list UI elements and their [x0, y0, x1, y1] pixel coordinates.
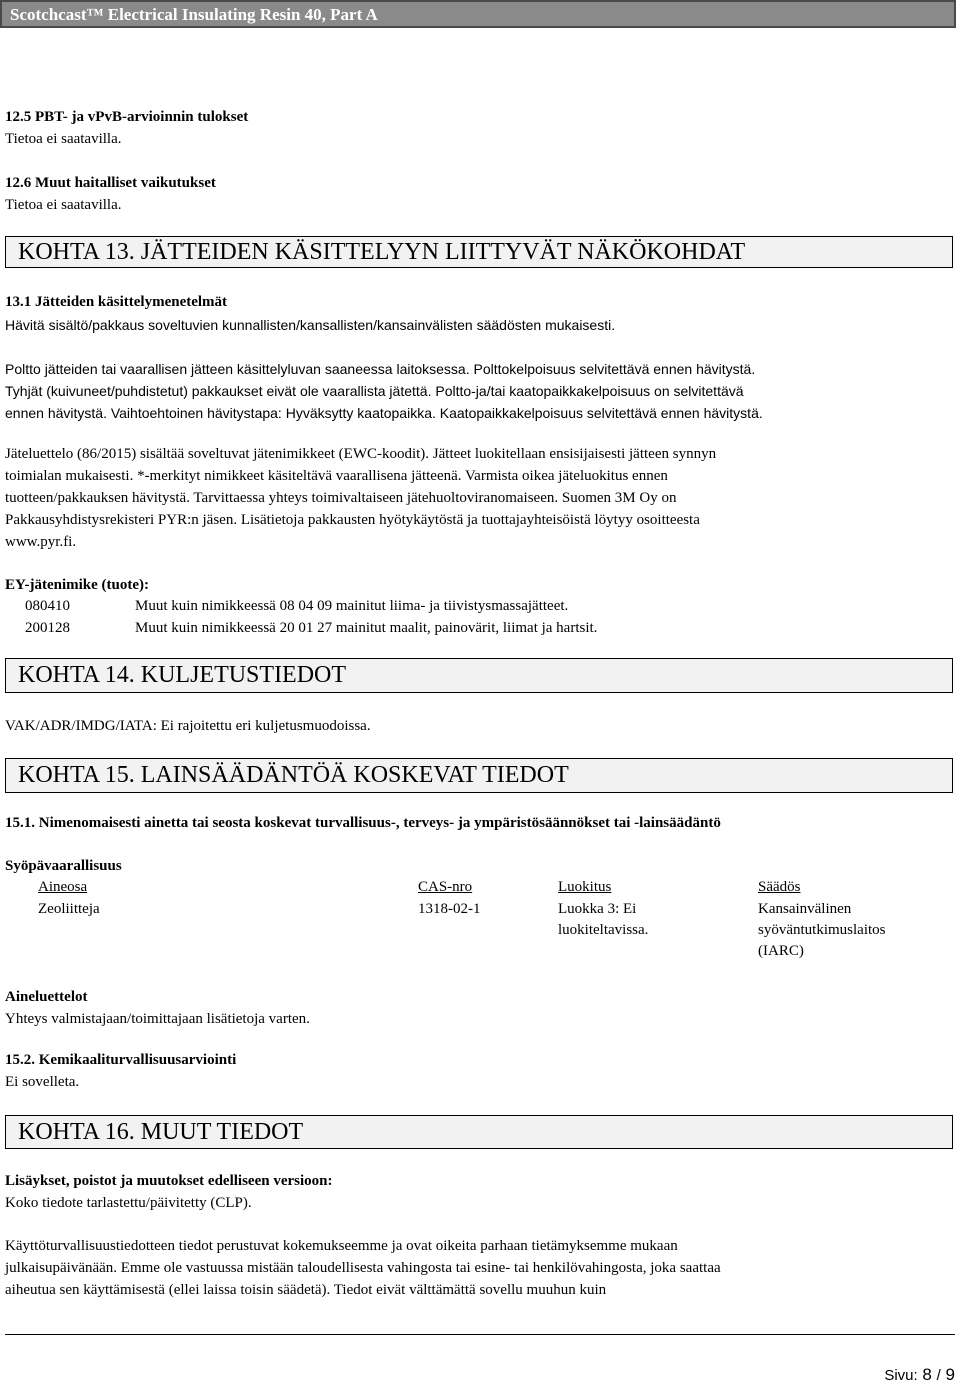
page-separator: /: [936, 1367, 941, 1384]
section-13-para3-line: toimialan mukaisesti. *-merkityt nimikkeet käsiteltävä vaarallisena jätteenä. Varmista oikea jäteluokitus ennen: [5, 468, 668, 484]
revision-text: Koko tiedote tarlastettu/päivitetty (CLP).: [5, 1195, 252, 1211]
section-13-para2-line: Poltto jätteiden tai vaarallisen jätteen käsittelyluvan saaneessa laitoksessa. Polttokelpoisuus selvitettävä ennen hävitystä.: [5, 361, 756, 377]
section-12-5-heading: 12.5 PBT- ja vPvB-arvioinnin tulokset: [5, 109, 249, 125]
section-13-1-heading: 13.1 Jätteiden käsittelymenetelmät: [5, 294, 228, 310]
ewc-description: Muut kuin nimikkeessä 08 04 09 mainitut liima- ja tiivistysmassajätteet.: [135, 598, 569, 614]
section-14-title-box: [5, 658, 953, 693]
section-13-para3-line: www.pyr.fi.: [5, 534, 77, 550]
page-total: 9: [945, 1365, 955, 1384]
section-16-title: KOHTA 16. MUUT TIEDOT: [18, 1119, 304, 1145]
ewc-description: Muut kuin nimikkeessä 20 01 27 mainitut maalit, painovärit, liimat ja hartsit.: [135, 620, 598, 636]
section-12-6-text: Tietoa ei saatavilla.: [5, 197, 122, 213]
page-current: 8: [922, 1365, 932, 1384]
section-13-para2-line: ennen hävitystä. Vaihtoehtoinen hävitystapa: Hyväksytty kaatopaikka. Kaatopaikkakelpoisuus selvitettävä ennen hävitystä.: [5, 405, 763, 421]
disclaimer-line: aiheutua sen käyttämisestä (ellei laissa toisin säädetä). Tiedot eivät välttämättä sovellu muuhun kuin: [5, 1282, 607, 1298]
section-13-title-box: [5, 236, 953, 268]
table-header-aineosa: Aineosa: [38, 879, 88, 895]
table-cell-cas: 1318-02-1: [418, 901, 481, 917]
section-16-title-box: [5, 1115, 953, 1149]
footer-divider: [5, 1334, 955, 1335]
page-indicator: [884, 1365, 955, 1385]
section-15-1-heading: 15.1. Nimenomaisesti ainetta tai seosta koskevat turvallisuus-, terveys- ja ympäristösäännökset tai -lainsäädäntö: [5, 815, 721, 831]
section-15-2-text: Ei sovelleta.: [5, 1074, 80, 1090]
section-13-para3-line: tuotteen/pakkauksen hävitystä. Tarvittaessa yhteys toimivaltaiseen jätehuoltoviranomaiseen. Suomen 3M Oy on: [5, 490, 677, 506]
table-header-luokitus: Luokitus: [558, 879, 612, 895]
ewc-code: 200128: [25, 620, 70, 636]
inventories-text: Yhteys valmistajaan/toimittajaan lisätietoja varten.: [5, 1011, 310, 1027]
table-cell-saados: syöväntutkimuslaitos: [758, 922, 886, 938]
section-13-para3-line: Pakkausyhdistysrekisteri PYR:n jäsen. Lisätietoja pakkausten hyötykäytöstä ja tuottajayhteisöistä löytyy osoitteesta: [5, 512, 700, 528]
table-cell-saados: Kansainvälinen: [758, 901, 852, 917]
disclaimer-line: Käyttöturvallisuustiedotteen tiedot perustuvat kokemukseemme ja ovat oikeita parhaan tietämyksemme mukaan: [5, 1238, 678, 1254]
section-14-title: KOHTA 14. KULJETUSTIEDOT: [18, 662, 347, 688]
table-header-cas: CAS-nro: [418, 879, 473, 895]
section-14-text: VAK/ADR/IMDG/IATA: Ei rajoitettu eri kuljetusmuodoissa.: [5, 718, 371, 734]
carcinogenicity-heading: Syöpävaarallisuus: [5, 858, 122, 874]
section-15-2-heading: 15.2. Kemikaaliturvallisuusarviointi: [5, 1052, 237, 1068]
table-header-saados: Säädös: [758, 879, 801, 895]
ewc-heading: EY-jätenimike (tuote):: [5, 577, 150, 593]
table-cell-luokitus: Luokka 3: Ei: [558, 901, 637, 917]
ewc-code: 080410: [25, 598, 70, 614]
table-cell-luokitus: luokiteltavissa.: [558, 922, 649, 938]
disclaimer-line: julkaisupäivänään. Emme ole vastuussa mistään taloudellisesta vahingosta tai esine- tai henkilövahingosta, joka saattaa: [5, 1260, 721, 1276]
table-cell-aineosa: Zeoliitteja: [38, 901, 100, 917]
document-header: [0, 0, 956, 28]
document-title: Scotchcast™ Electrical Insulating Resin 40, Part A: [10, 5, 378, 24]
inventories-heading: Aineluettelot: [5, 989, 88, 1005]
section-13-1-line: Hävitä sisältö/pakkaus soveltuvien kunnallisten/kansallisten/kansainvälisten säädösten mukaisesti.: [5, 317, 616, 333]
section-15-title: KOHTA 15. LAINSÄÄDÄNTÖÄ KOSKEVAT TIEDOT: [18, 762, 569, 788]
revision-heading: Lisäykset, poistot ja muutokset edelliseen versioon:: [5, 1173, 333, 1189]
section-15-title-box: [5, 758, 953, 793]
page-label: Sivu:: [884, 1367, 918, 1384]
section-13-para2-line: Tyhjät (kuivuneet/puhdistetut) pakkaukset eivät ole vaarallista jätettä. Poltto-ja/tai kaatopaikkakelpoisuus on selvitettävä: [5, 383, 744, 399]
section-12-6-heading: 12.6 Muut haitalliset vaikutukset: [5, 175, 216, 191]
table-cell-saados: (IARC): [758, 943, 804, 959]
section-13-para3-line: Jäteluettelo (86/2015) sisältää soveltuvat jätenimikkeet (EWC-koodit). Jätteet luokitellaan ensisijaisesti jätteen synnyn: [5, 446, 717, 462]
section-13-title: KOHTA 13. JÄTTEIDEN KÄSITTELYYN LIITTYVÄT NÄKÖKOHDAT: [18, 239, 746, 265]
section-12-5-text: Tietoa ei saatavilla.: [5, 131, 122, 147]
